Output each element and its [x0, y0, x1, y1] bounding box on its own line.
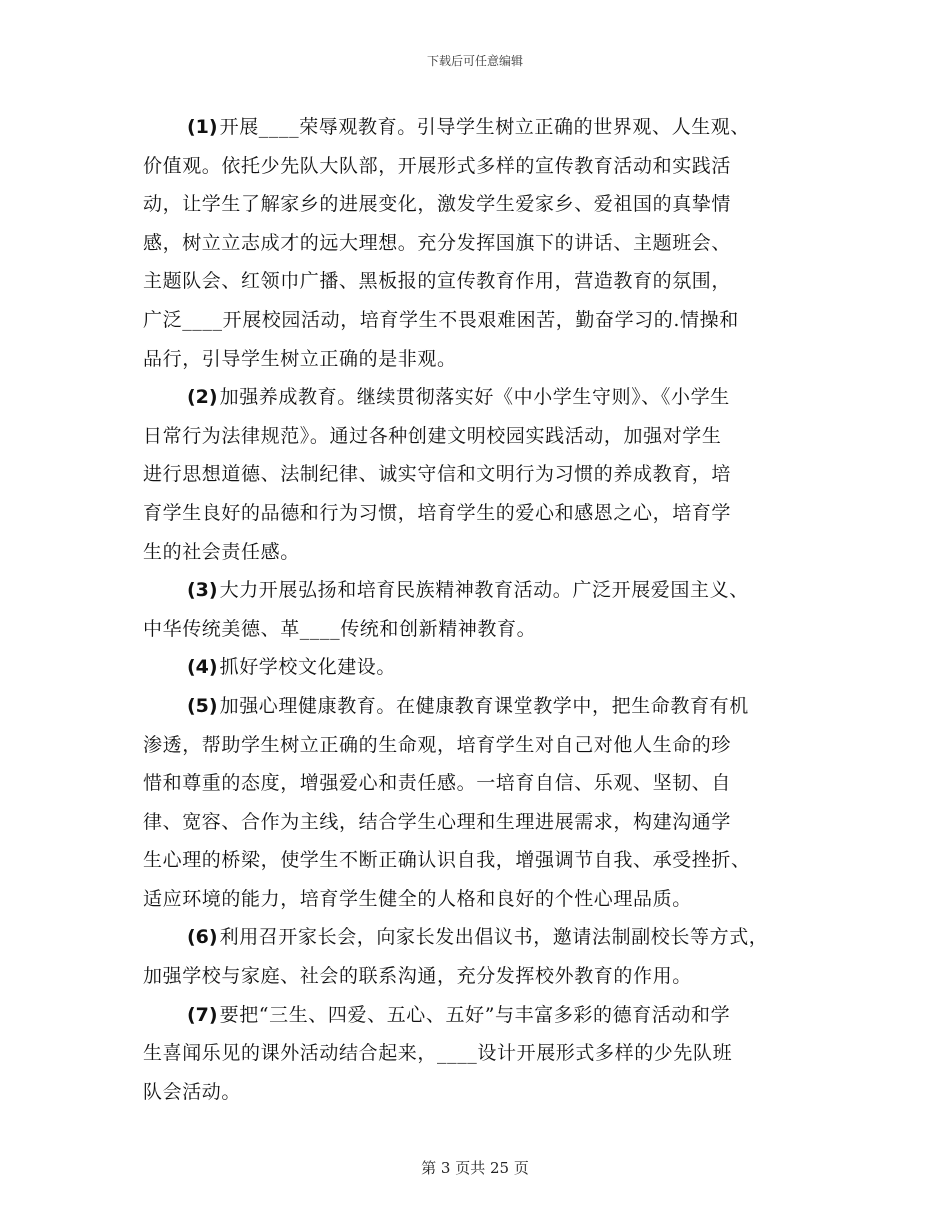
line-text: 加强心理健康教育。在健康教育课堂教学中，把生命教育有机	[219, 694, 749, 717]
text-line	[143, 803, 808, 842]
line-text: 中华传统美德、革____传统和创新精神教育。	[143, 617, 537, 640]
line-text: 利用召开家长会，向家长发出倡议书，邀请法制副校长等方式，	[219, 926, 769, 949]
text-line	[143, 301, 808, 340]
text-line	[143, 378, 808, 417]
line-text: 律、宽容、合作为主线，结合学生心理和生理进展需求，构建沟通学	[143, 810, 732, 833]
page-footer: 第 3 页共 25 页	[421, 1159, 529, 1177]
line-text: 大力开展弘扬和培育民族精神教育活动。广泛开展爱国主义、	[219, 579, 749, 602]
line-text: 价值观。依托少先队大队部，开展形式多样的宣传教育活动和实践活	[143, 154, 732, 177]
line-text: 渗透，帮助学生树立正确的生命观，培育学生对自己对他人生命的珍	[143, 733, 732, 756]
line-text: 惜和尊重的态度，增强爱心和责任感。一培育自信、乐观、坚韧、自	[143, 772, 732, 795]
line-text: 广泛____开展校园活动，培育学生不畏艰难困苦，勤奋学习的.情操和	[143, 308, 739, 331]
text-line	[143, 648, 808, 687]
text-line	[143, 262, 808, 301]
page-header: 下载后可任意编辑	[426, 54, 523, 68]
item-number: (4)	[187, 656, 218, 679]
text-line	[143, 687, 808, 726]
text-line	[143, 764, 808, 803]
item-number: (6)	[187, 926, 218, 949]
item-number: (1)	[187, 116, 218, 138]
text-line	[143, 918, 808, 957]
paragraph	[143, 996, 808, 1112]
text-line	[143, 455, 808, 494]
text-line	[143, 880, 808, 919]
text-line	[143, 417, 808, 456]
text-line	[143, 1073, 808, 1112]
line-text: 感，树立立志成才的远大理想。充分发挥国旗下的讲话、主题班会、	[143, 231, 732, 254]
text-line	[143, 726, 808, 765]
item-number: (5)	[187, 694, 218, 717]
text-line	[143, 571, 808, 610]
line-text: 育学生良好的品德和行为习惯，培育学生的爱心和感恩之心，培育学	[143, 501, 732, 524]
line-text: 要把“三生、四爱、五心、五好”与丰富多彩的德育活动和学	[219, 1003, 731, 1026]
line-text: 加强学校与家庭、社会的联系沟通，充分发挥校外教育的作用。	[143, 965, 692, 988]
text-line	[143, 340, 808, 379]
paragraph	[143, 571, 808, 648]
document-body	[143, 108, 808, 1111]
text-line	[143, 147, 808, 186]
text-line	[143, 494, 808, 533]
line-text: 生喜闻乐见的课外活动结合起来，____设计开展形式多样的少先队班	[143, 1042, 733, 1065]
paragraph	[143, 378, 808, 571]
item-number: (3)	[187, 579, 218, 602]
text-line	[143, 108, 808, 147]
line-text: 适应环境的能力，培育学生健全的人格和良好的个性心理品质。	[143, 887, 692, 910]
text-line	[143, 841, 808, 880]
line-text: 主题队会、红领巾广播、黑板报的宣传教育作用，营造教育的氛围，	[143, 270, 732, 293]
line-text: 加强养成教育。继续贯彻落实好《中小学生守则》、《小学生	[219, 386, 730, 409]
line-text: 生心理的桥梁，使学生不断正确认识自我，增强调节自我、承受挫折、	[143, 849, 751, 872]
item-number: (7)	[187, 1003, 218, 1026]
line-text: 进行思想道德、法制纪律、诚实守信和文明行为习惯的养成教育，培	[143, 463, 732, 486]
text-line	[143, 996, 808, 1035]
paragraph	[143, 687, 808, 919]
line-text: 抓好学校文化建设。	[219, 656, 396, 679]
line-text: 品行，引导学生树立正确的是非观。	[143, 347, 457, 370]
text-line	[143, 224, 808, 263]
text-line	[143, 185, 808, 224]
text-line	[143, 533, 808, 572]
text-line	[143, 957, 808, 996]
line-text: 生的社会责任感。	[143, 540, 300, 563]
line-text: 日常行为法律规范》。通过各种创建文明校园实践活动，加强对学生	[143, 424, 722, 447]
line-text: 开展____荣辱观教育。引导学生树立正确的世界观、人生观、	[219, 116, 750, 138]
line-text: 队会活动。	[143, 1080, 242, 1103]
text-line	[143, 610, 808, 649]
text-line	[143, 1034, 808, 1073]
paragraph	[143, 108, 808, 378]
paragraph	[143, 648, 808, 687]
line-text: 动，让学生了解家乡的进展变化，激发学生爱家乡、爱祖国的真挚情	[143, 193, 732, 216]
paragraph	[143, 918, 808, 995]
item-number: (2)	[187, 386, 218, 409]
